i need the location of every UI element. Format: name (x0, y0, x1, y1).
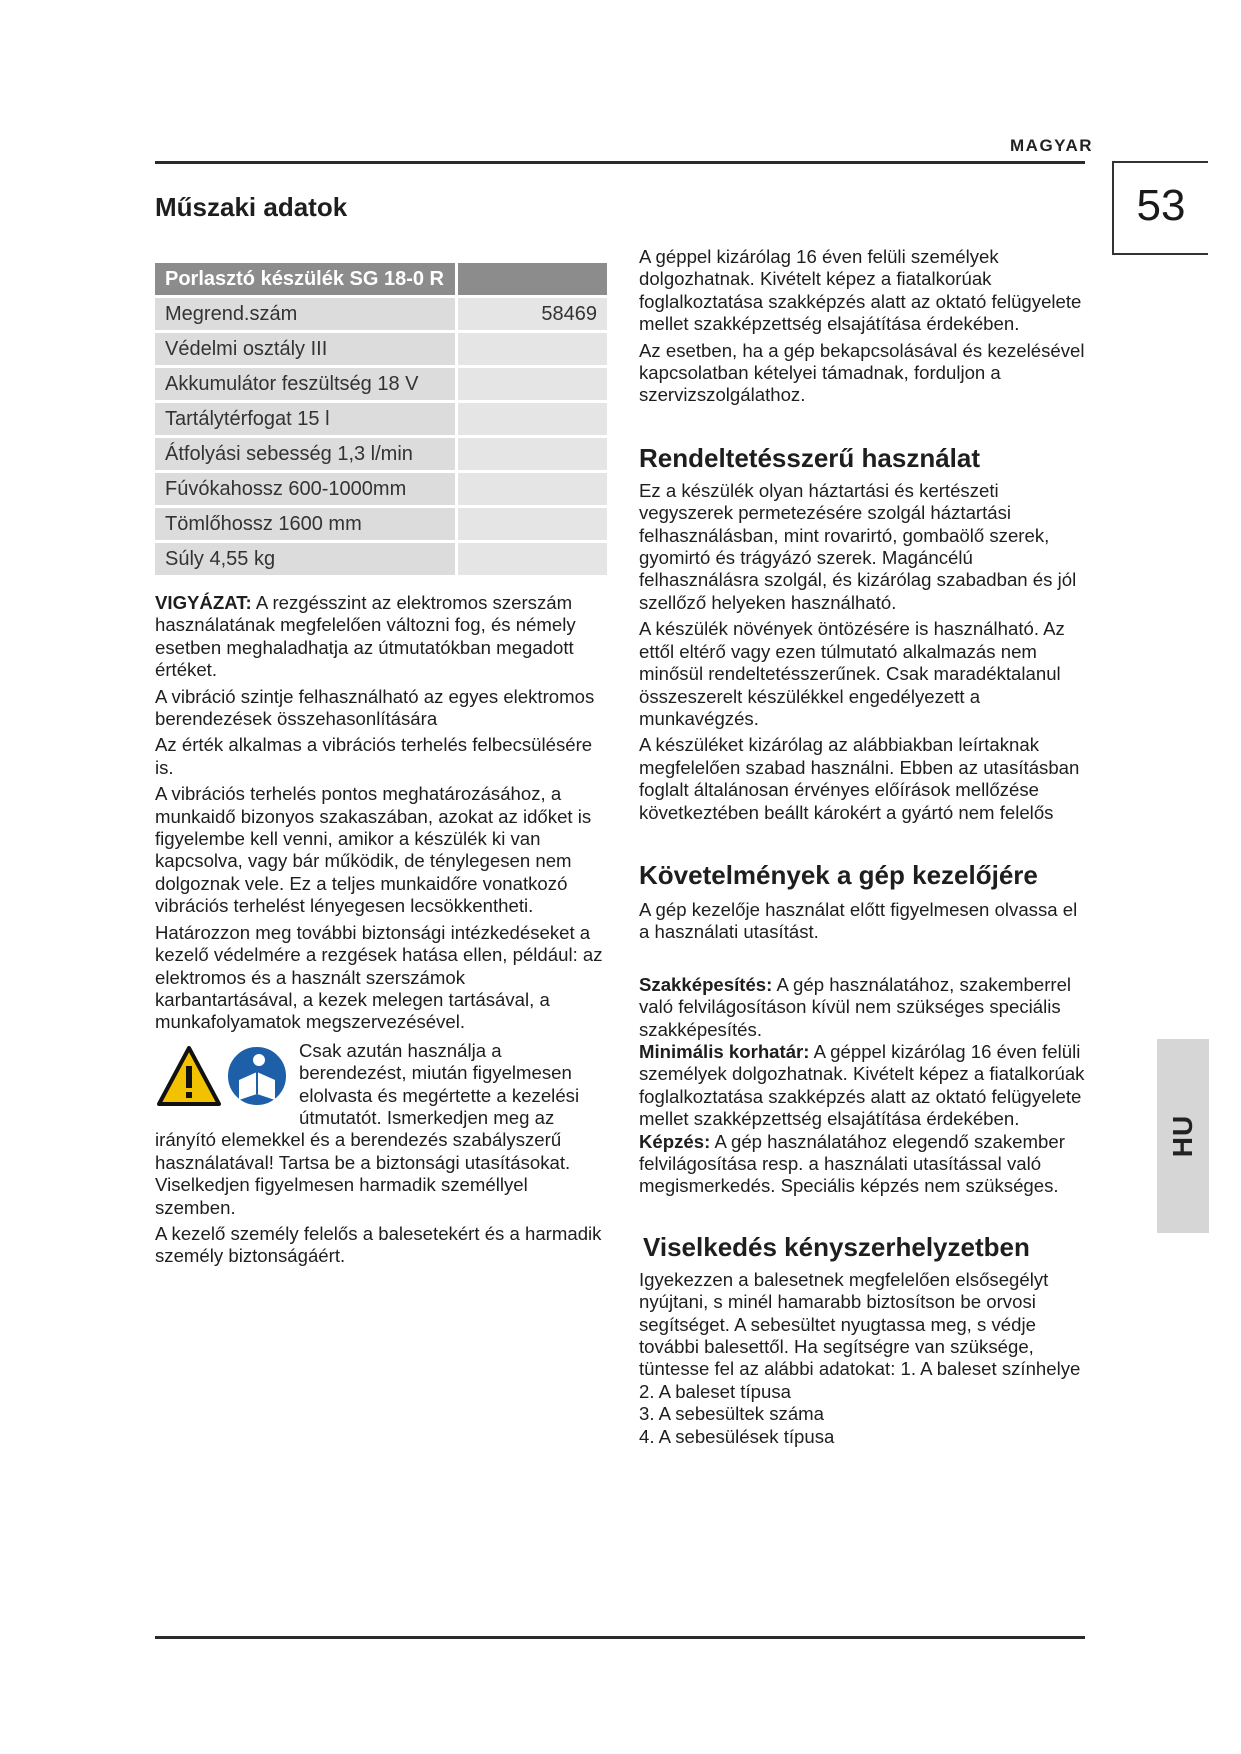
warning-text: A rezgésszint az elektromos szerszám használatának megfelelően változni fog, és némely esetben meghaladhatja az útmutatókban megadott értéket. (155, 592, 576, 681)
spec-value (458, 438, 607, 470)
language-label: MAGYAR (1010, 136, 1093, 155)
table-row (155, 508, 607, 540)
table-row (155, 298, 607, 330)
table-row (155, 368, 607, 400)
page-number-box (1112, 161, 1208, 255)
section-title-technical-data: Műszaki adatok (155, 192, 348, 222)
paragraph-training: Képzés: A gép használatához elegendő szakember felvilágosítása resp. a használati utasítással való megismerkedés. Speciális képzés nem szükséges. (639, 1130, 1065, 1197)
paragraph-operator-responsibility: A kezelő személy felelős a balesetekért és a harmadik személy biztonságáért. (155, 1222, 602, 1267)
paragraph-vibration-exposure: A vibrációs terhelés pontos meghatározásához, a munkaidő bizonyos szakaszában, azokat az időket is figyelembe kell venni, amikor a készülék ki van kapcsolva, vagy bár működik, de ténylegesen nem dolgoznak vele. Ez a teljes munkaidőre vonatkozó vibrációs terhelést lényegesen lecsökkentheti. (155, 783, 592, 917)
spec-value: 58469 (458, 298, 607, 330)
spec-value (458, 508, 607, 540)
spec-label: Tömlőhossz 1600 mm (155, 508, 458, 540)
paragraph-vibration-compare: A vibráció szintje felhasználható az egyes elektromos berendezések összehasonlítására (155, 685, 595, 730)
left-column (155, 192, 610, 1272)
paragraph-intended-use-2: A készülék növények öntözésére is használható. Az ettől eltérő vagy ezen túlmutató alkalmazás nem minősül rendeltetésszerűnek. Csak maradéktalanul összeszerelt készülékkel engedélyezett a munkavégzés. (639, 618, 1065, 729)
section-title-operator-requirements: Követelmények a gép kezelőjére (639, 859, 1038, 890)
qualification-label: Szakképesítés: (639, 973, 773, 995)
spec-value (458, 473, 607, 505)
spec-label: Megrend.szám (155, 298, 458, 330)
language-side-tab-label: HU (1167, 1114, 1198, 1158)
table-row (155, 438, 607, 470)
spec-value (458, 543, 607, 575)
warning-triangle-icon (159, 1048, 219, 1104)
read-manual-icon (227, 1046, 287, 1106)
paragraph-intended-use-1: Ez a készülék olyan háztartási és kertészeti vegyszerek permetezésére szolgál háztartási felhasználásban, mint rovarirtó, gombaölő szerek, gyomirtó és trágyázó szerek. Magáncélú felhasználásra szolgál, és kizárólag szabadban és jól szellőző helyeken használható. (639, 479, 1077, 613)
section-title-emergency: Viselkedés kényszerhelyzetben (643, 1231, 1030, 1262)
paragraph-emergency: Igyekezzen a balesetnek megfelelően elsősegélyt nyújtani, s minél hamarabb biztosítson be orvosi segítséget. A sebesültet nyugtassa meg, s védje további balesettől. Ha segítségre van szüksége, tüntesse fel az alábbi adatokat: 1. A baleset színhelye (639, 1268, 1081, 1380)
paragraph-age-limit: A géppel kizárólag 16 éven felüli személyek dolgozhatnak. Kivételt képez a fiatalkorúak foglalkoztatása szakképzés alatt az oktató felügyelete mellet szakképzettség elsajátítása érdekében. (639, 246, 1082, 335)
training-label: Képzés: (639, 1130, 711, 1152)
page-number: 53 (1136, 181, 1186, 230)
spec-label: Átfolyási sebesség 1,3 l/min (155, 438, 458, 470)
warning-paragraph (155, 592, 610, 682)
spec-value (458, 403, 607, 435)
paragraph-qualification: Szakképesítés: A gép használatához, szakemberrel való felvilágosításon kívül nem szükséges speciális szakképesítés. (639, 973, 1072, 1040)
table-row (155, 543, 607, 575)
top-divider (155, 161, 1085, 164)
paragraph-intended-use-3: A készüléket kizárólag az alábbiakban leírtaknak megfelelően szabad használni. Ebben az utasításban foglalt általánosan érvényes előírások mellőzése következtében beállt károkért a gyártó nem felelős (639, 734, 1080, 823)
spec-value (458, 333, 607, 365)
spec-value (458, 368, 607, 400)
warning-label: VIGYÁZAT: (155, 592, 252, 613)
list-item: 2. A baleset típusa (639, 1380, 791, 1402)
list-item: 4. A sebesülések típusa (639, 1425, 835, 1447)
spec-label: Akkumulátor feszültség 18 V (155, 368, 458, 400)
table-row (155, 333, 607, 365)
emergency-list (639, 1381, 1089, 1448)
spec-table (155, 260, 607, 578)
table-row (155, 473, 607, 505)
list-item: 3. A sebesültek száma (639, 1403, 825, 1425)
table-row (155, 403, 607, 435)
paragraph-operator-read-manual: A gép kezelője használat előtt figyelmesen olvassa el a használati utasítást. (639, 898, 1078, 943)
paragraph-vibration-estimate: Az érték alkalmas a vibrációs terhelés felbecsülésére is. (155, 734, 593, 778)
safety-icons (155, 1042, 293, 1110)
spec-label: Fúvókahossz 600-1000mm (155, 473, 458, 505)
spec-label: Súly 4,55 kg (155, 543, 458, 575)
paragraph-safety-measures: Határozzon meg további biztonsági intézkedéseket a kezelő védelmére a rezgések hatása ellen, például: az elektromos és a használt szerszámok karbantartásával, a kezek melegen tartásával, a munkafolyamatok megszervezésével. (155, 921, 603, 1033)
section-title-intended-use: Rendeltetésszerű használat (639, 442, 981, 473)
spec-table-title: Porlasztó készülék SG 18-0 R (155, 263, 458, 295)
minimum-age-label: Minimális korhatár: (639, 1040, 810, 1062)
right-column (639, 246, 1089, 1448)
language-side-tab (1157, 1039, 1209, 1233)
paragraph-service-contact: Az esetben, ha a gép bekapcsolásával és kezelésével kapcsolatban kételyei támadnak, forduljon a szervizszolgálathoz. (639, 339, 1085, 406)
spec-label: Tartálytérfogat 15 l (155, 403, 458, 435)
paragraph-minimum-age: Minimális korhatár: A géppel kizárólag 16 éven felüli személyek dolgozhatnak. Kivételt képez a fiatalkorúak foglalkoztatása szakképzés alatt az oktató felügyelete mellet szakképzettség elsajátítása érdekében. (639, 1040, 1085, 1130)
spec-table-header (155, 263, 607, 295)
paragraph-read-manual: Csak azután használja a berendezést, miután figyelmesen elolvasta és megértette a kezelési útmutatót. Ismerkedjen meg az irányító elemekkel és a berendezés szabályszerű használatával! Tartsa be a biztonsági utasításokat. Viselkedjen figyelmesen harmadik személlyel szemben. (155, 1039, 580, 1218)
bottom-divider (155, 1636, 1085, 1639)
spec-label: Védelmi osztály III (155, 333, 458, 365)
